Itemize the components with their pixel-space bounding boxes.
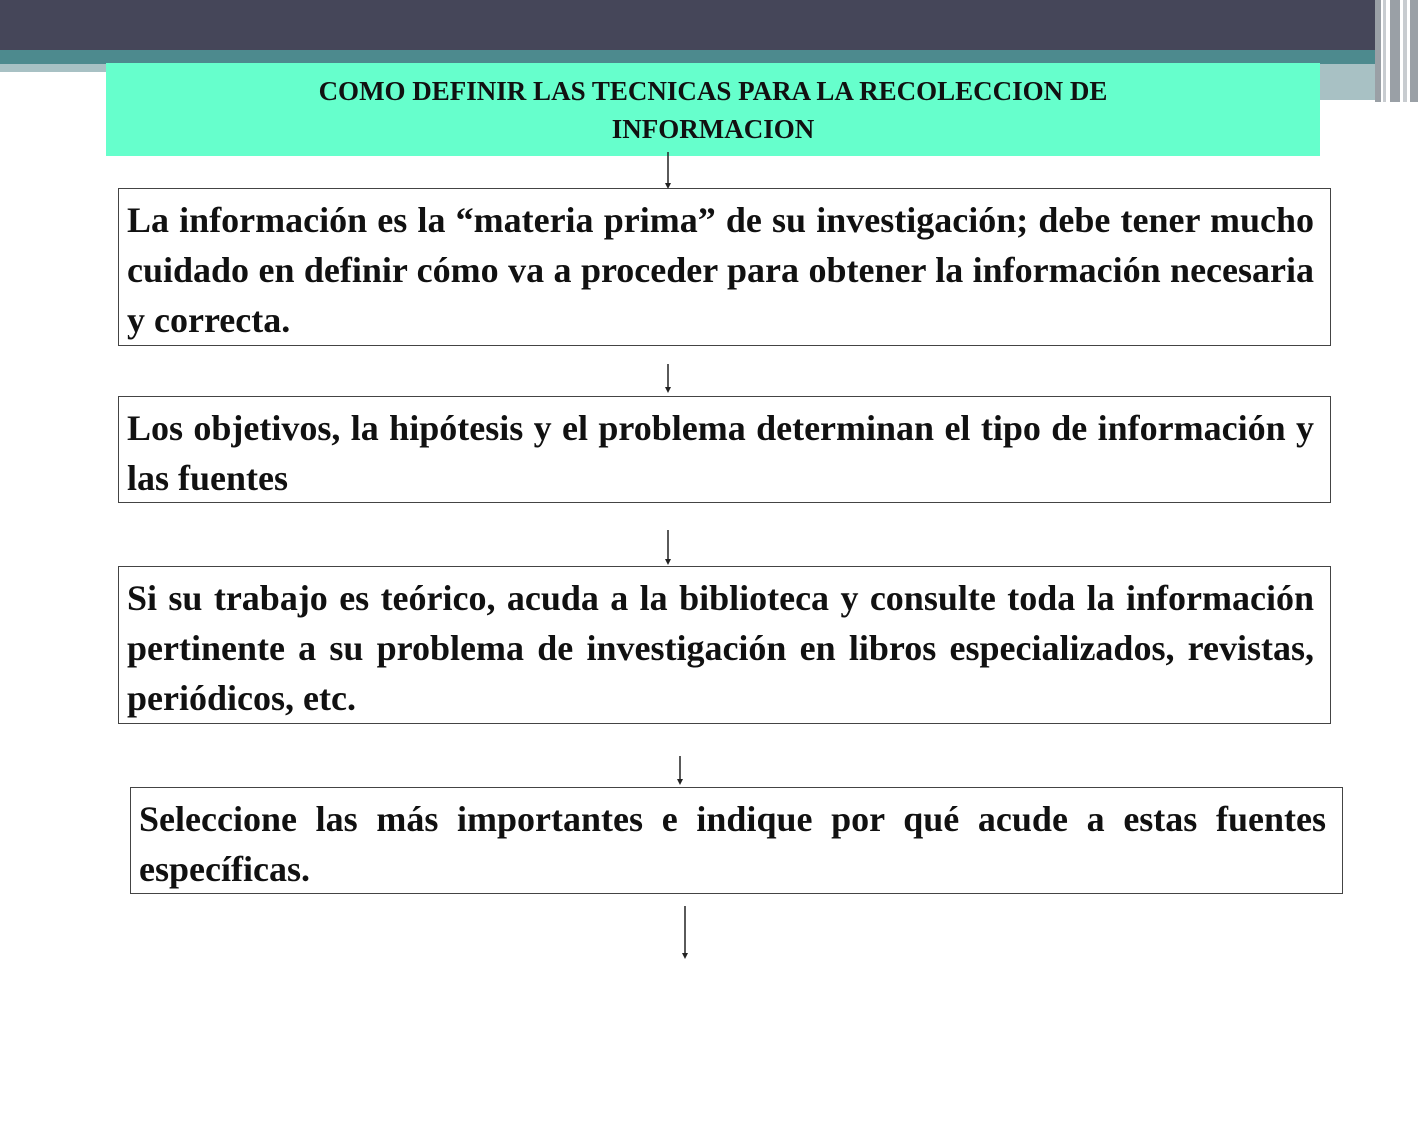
flow-step-1-text: La información es la “materia prima” de su investigación; debe tener mucho cuidado en definir cómo va a proceder para obtener la información necesaria y correcta.	[127, 200, 1314, 340]
header-light-tab	[1320, 72, 1375, 100]
flow-step-3-text: Si su trabajo es teórico, acuda a la biblioteca y consulte toda la información pertinente a su problema de investigación en libros especializados, revistas, periódicos, etc.	[127, 578, 1314, 718]
down-arrow-icon	[680, 906, 690, 960]
flow-step-1	[118, 188, 1331, 346]
corner-stripe	[1410, 0, 1418, 102]
diagram-title	[319, 72, 1108, 148]
flow-step-3	[118, 566, 1331, 724]
down-arrow-icon	[663, 152, 673, 190]
title-line-2: INFORMACION	[611, 113, 815, 144]
title-line-1: COMO DEFINIR LAS TECNICAS PARA LA RECOLECCION DE	[318, 75, 1108, 106]
corner-stripe	[1403, 0, 1407, 102]
down-arrow-icon	[663, 530, 673, 566]
corner-stripe	[1375, 0, 1381, 102]
flow-step-4	[130, 787, 1343, 894]
flow-step-2	[118, 396, 1331, 503]
flow-step-4-text: Seleccione las más importantes e indique por qué acude a estas fuentes específicas.	[139, 799, 1326, 889]
corner-stripe	[1383, 0, 1386, 102]
down-arrow-icon	[663, 364, 673, 394]
header-accent-bar	[0, 50, 1375, 64]
flow-step-2-text: Los objetivos, la hipótesis y el problema determinan el tipo de información y las fuentes	[127, 408, 1314, 498]
header-bar	[0, 0, 1375, 50]
corner-stripe	[1390, 0, 1400, 102]
title-box	[106, 63, 1320, 156]
down-arrow-icon	[675, 756, 685, 786]
